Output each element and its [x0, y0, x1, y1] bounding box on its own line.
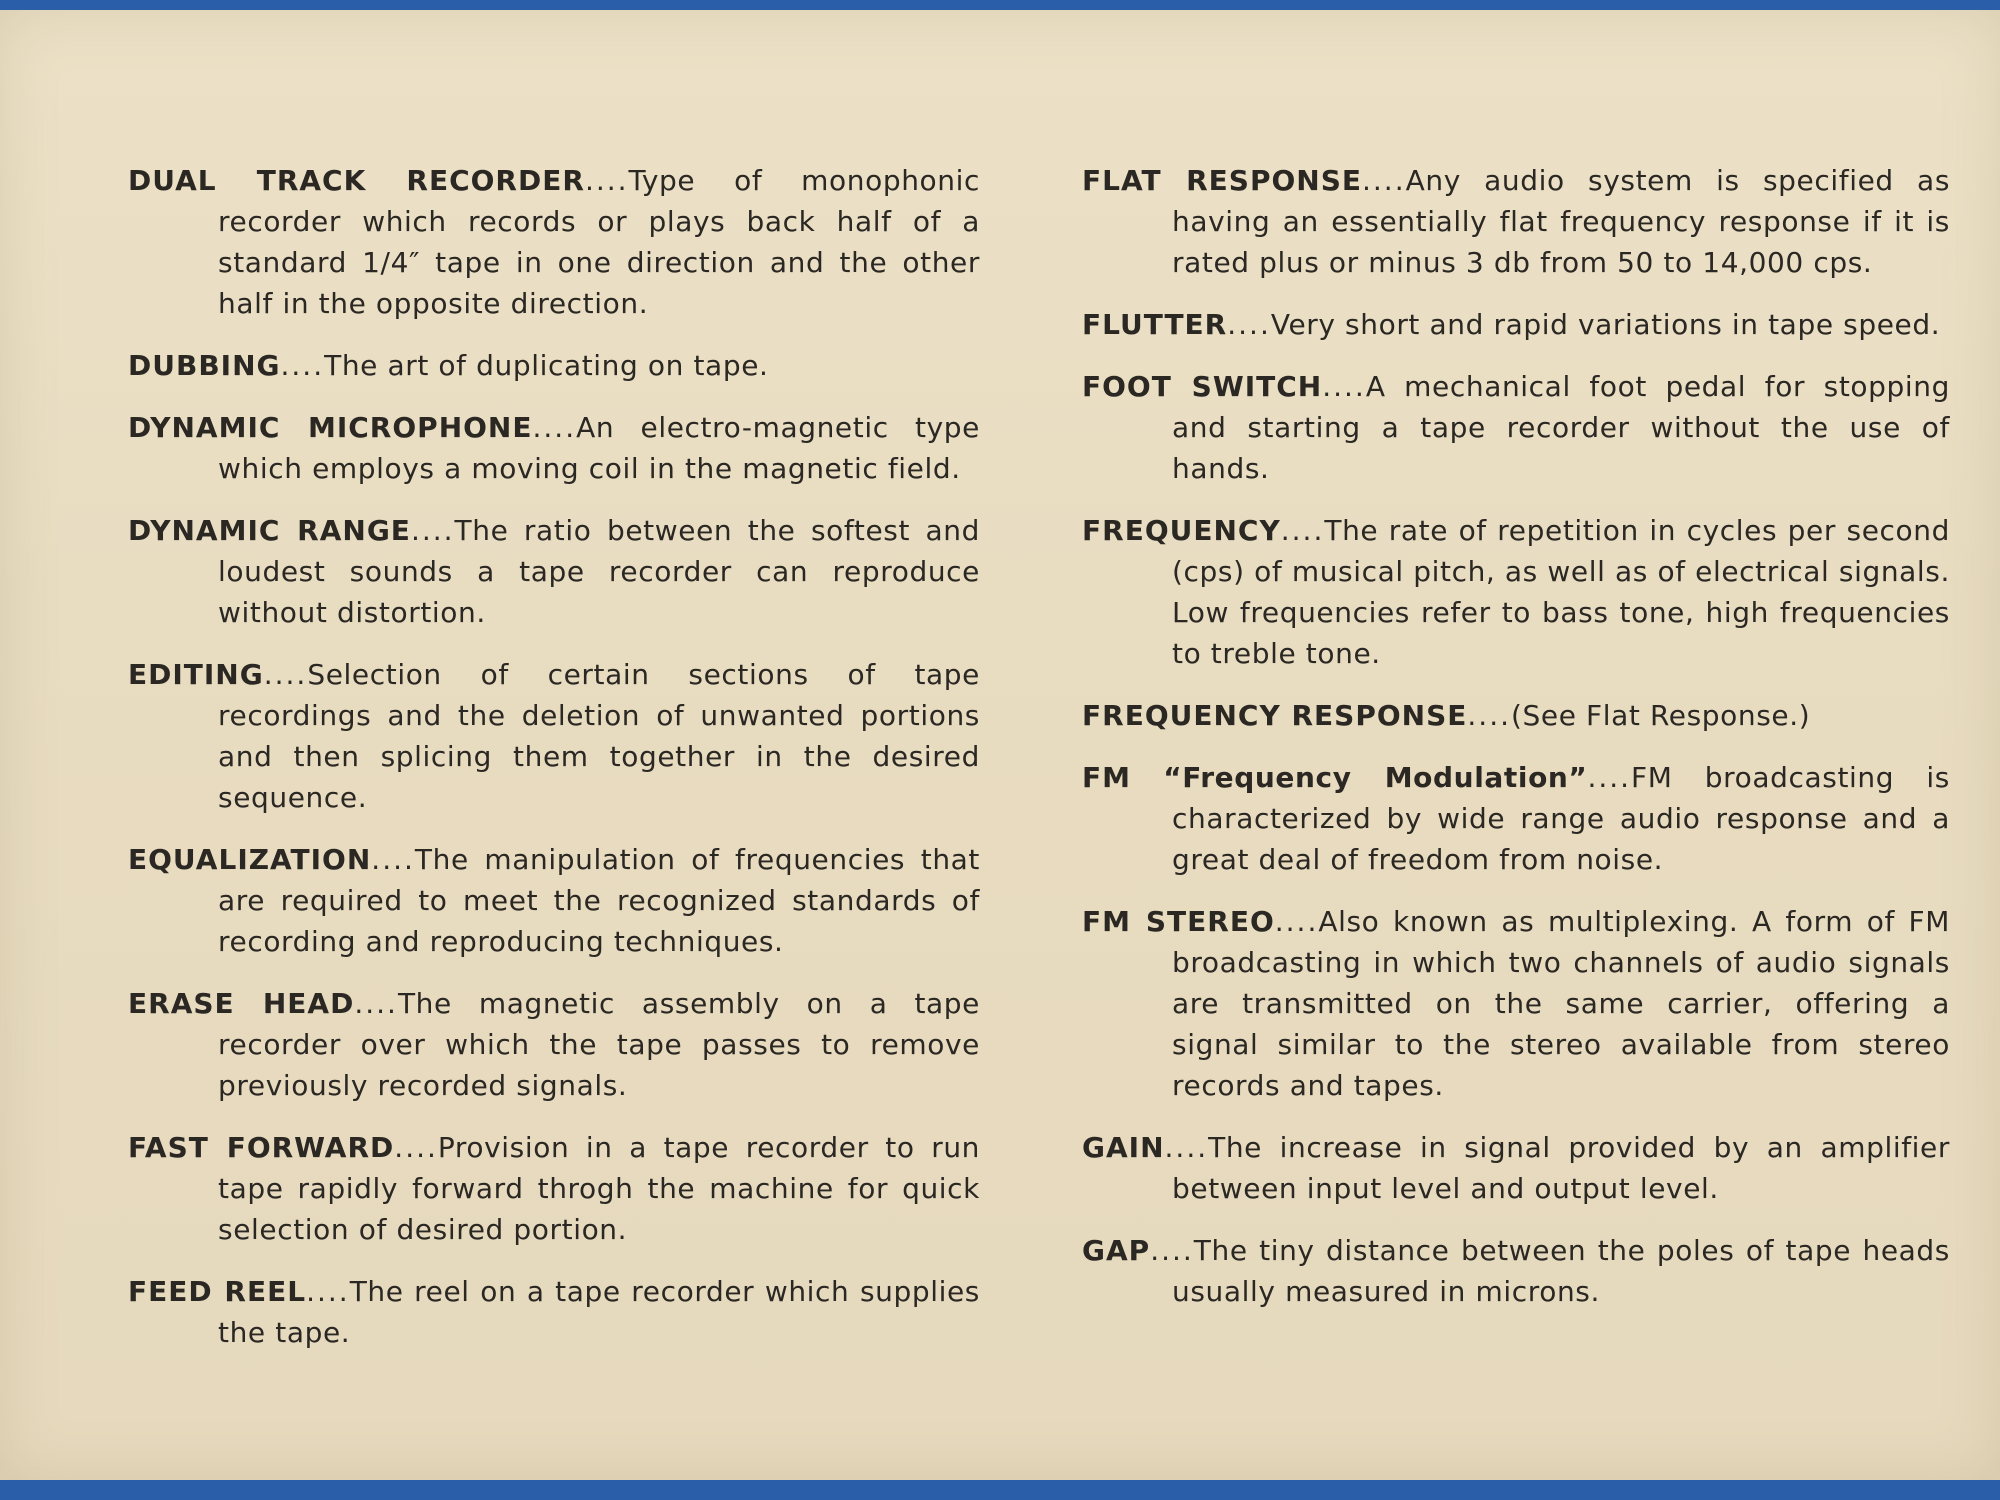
dot-leader: ....	[1274, 905, 1319, 938]
dot-leader: ....	[1227, 308, 1271, 341]
glossary-definition: The magnetic assembly on a tape recorder over which the tape passes to remove previously recorded signals.	[218, 987, 980, 1102]
glossary-term: DUAL TRACK RECORDER	[128, 164, 585, 197]
glossary-definition: The reel on a tape recorder which supplies the tape.	[218, 1275, 980, 1349]
glossary-term: GAIN	[1082, 1131, 1165, 1164]
glossary-entry	[1082, 366, 1950, 489]
glossary-entry	[1082, 160, 1950, 283]
glossary-definition: The rate of repetition in cycles per second (cps) of musical pitch, as well as of electrical signals. Low frequencies refer to bass tone, high frequencies to treble tone.	[1172, 514, 1950, 670]
glossary-definition: The manipulation of frequencies that are required to meet the recognized standards of recording and reproducing techniques.	[218, 843, 980, 958]
dot-leader: ....	[306, 1275, 350, 1308]
dot-leader: ....	[1322, 370, 1366, 403]
glossary-term: FM	[1082, 761, 1131, 794]
glossary-page	[0, 10, 2000, 1480]
glossary-term-subtitle: “Frequency Modulation”	[1163, 761, 1588, 794]
left-column	[128, 160, 980, 1374]
dot-leader: ....	[280, 349, 325, 382]
glossary-term: ERASE HEAD	[128, 987, 355, 1020]
glossary-term: FREQUENCY	[1082, 514, 1281, 547]
dot-leader: ....	[371, 843, 415, 876]
dot-leader: ....	[394, 1131, 438, 1164]
glossary-term: FLUTTER	[1082, 308, 1228, 341]
glossary-term: FREQUENCY RESPONSE	[1082, 699, 1468, 732]
dot-leader: ....	[263, 658, 308, 691]
glossary-term: DYNAMIC MICROPHONE	[128, 411, 533, 444]
glossary-definition: Selection of certain sections of tape recordings and the deletion of unwanted portions and then splicing them together in the desired sequence.	[218, 658, 980, 814]
glossary-term: FLAT RESPONSE	[1082, 164, 1362, 197]
glossary-definition: Type of monophonic recorder which records or plays back half of a standard 1/4″ tape in one direction and the other half in the opposite direction.	[218, 164, 980, 320]
glossary-entry	[128, 654, 980, 818]
glossary-term: EDITING	[128, 658, 264, 691]
glossary-term: FAST FORWARD	[128, 1131, 395, 1164]
dot-leader: ....	[584, 164, 629, 197]
glossary-entry	[1082, 757, 1950, 880]
glossary-entry	[128, 1271, 980, 1353]
dot-leader: ....	[1164, 1131, 1209, 1164]
dot-leader: ....	[1150, 1234, 1194, 1267]
glossary-entry	[128, 345, 980, 386]
glossary-entry	[1082, 1127, 1950, 1209]
glossary-entry	[128, 1127, 980, 1250]
glossary-definition: Also known as multiplexing. A form of FM broadcasting in which two channels of audio signals are transmitted on the same carrier, offering a signal similar to the stereo available from stereo records and tapes.	[1172, 905, 1950, 1102]
glossary-entry	[1082, 510, 1950, 674]
dot-leader: ....	[532, 411, 577, 444]
glossary-definition: Very short and rapid variations in tape speed.	[1270, 308, 1941, 341]
glossary-definition: FM broadcasting is characterized by wide range audio response and a great deal of freedom from noise.	[1172, 761, 1950, 876]
glossary-term: DYNAMIC RANGE	[128, 514, 411, 547]
glossary-entry	[1082, 901, 1950, 1106]
glossary-term: FOOT SWITCH	[1082, 370, 1323, 403]
dot-leader: ....	[1587, 761, 1632, 794]
glossary-definition: A mechanical foot pedal for stopping and starting a tape recorder without the use of hands.	[1172, 370, 1950, 485]
glossary-definition: The tiny distance between the poles of tape heads usually measured in microns.	[1172, 1234, 1950, 1308]
glossary-definition: Provision in a tape recorder to run tape rapidly forward throgh the machine for quick selection of desired portion.	[218, 1131, 981, 1246]
glossary-entry	[128, 407, 980, 489]
glossary-definition: The increase in signal provided by an amplifier between input level and output level.	[1172, 1131, 1950, 1205]
glossary-definition: The art of duplicating on tape.	[324, 349, 769, 382]
glossary-entry	[128, 160, 980, 324]
glossary-definition: (See Flat Response.)	[1511, 699, 1811, 732]
glossary-entry	[128, 839, 980, 962]
dot-leader: ....	[1280, 514, 1325, 547]
dot-leader: ....	[1362, 164, 1406, 197]
glossary-entry	[128, 983, 980, 1106]
glossary-definition: Any audio system is specified as having an essentially flat frequency response if it is rated plus or minus 3 db from 50 to 14,000 cps.	[1172, 164, 1951, 279]
glossary-term: DUBBING	[128, 349, 281, 382]
glossary-entry	[1082, 695, 1950, 736]
glossary-term: FM STEREO	[1082, 905, 1275, 938]
glossary-entry	[1082, 1230, 1950, 1312]
glossary-definition: An electro-magnetic type which employs a moving coil in the magnetic field.	[218, 411, 980, 485]
glossary-definition: The ratio between the softest and loudest sounds a tape recorder can reproduce without distortion.	[218, 514, 981, 629]
glossary-term: FEED REEL	[128, 1275, 307, 1308]
glossary-term: EQUALIZATION	[128, 843, 372, 876]
glossary-entry	[128, 510, 980, 633]
dot-leader: ....	[410, 514, 455, 547]
glossary-term: GAP	[1082, 1234, 1151, 1267]
dot-leader: ....	[354, 987, 398, 1020]
right-column	[1082, 160, 1950, 1333]
glossary-entry	[1082, 304, 1950, 345]
dot-leader: ....	[1467, 699, 1511, 732]
